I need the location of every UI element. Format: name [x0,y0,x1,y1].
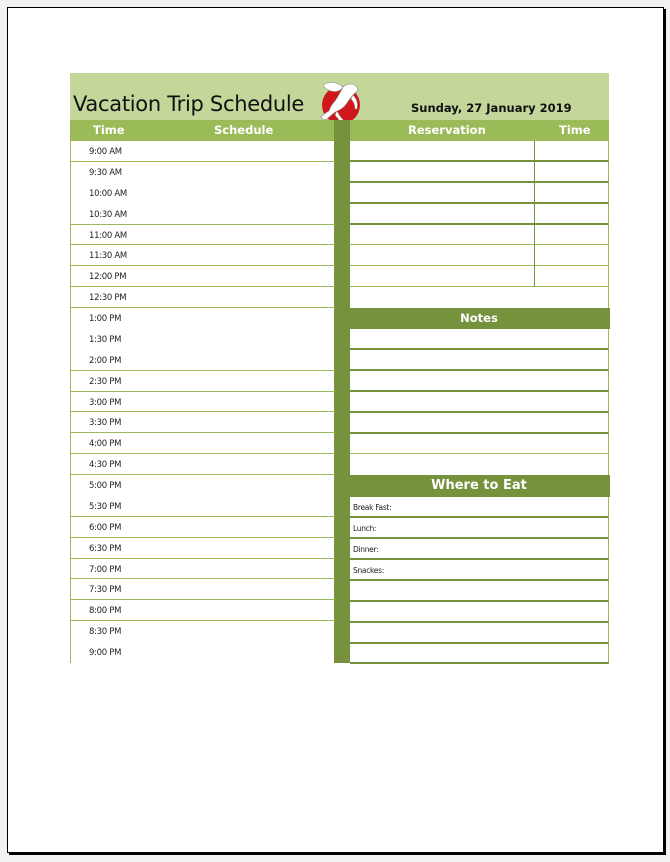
schedule-row[interactable] [71,475,335,496]
schedule-row[interactable] [71,496,335,517]
where-to-eat-section [350,497,609,664]
schedule-row[interactable] [71,642,335,663]
time-label: 6:30 PM [89,543,122,554]
where-to-eat-header: Where to Eat [348,475,610,497]
schedule-row[interactable] [71,308,335,329]
meal-row[interactable] [350,623,609,644]
notes-blank-row[interactable] [350,454,609,475]
reservation-table [350,141,609,308]
page [7,7,664,853]
schedule-row[interactable] [71,559,335,580]
schedule-row[interactable] [71,183,335,204]
meal-row-lunch[interactable] [350,518,609,539]
time-label: 8:30 PM [89,627,122,638]
meal-row-snacks[interactable] [350,560,609,581]
schedule-row[interactable] [71,412,335,433]
time-label: 1:00 PM [89,314,122,324]
schedule-header [70,120,334,141]
time-label: 9:30 AM [89,167,122,178]
schedule-row[interactable] [71,204,335,225]
meal-row[interactable] [350,602,609,623]
time-label: 2:00 PM [89,355,122,366]
time-label: 8:00 PM [89,606,122,617]
reservation-time-cell[interactable] [534,266,535,288]
schedule-row[interactable] [71,225,335,246]
time-label: 9:00 AM [89,147,122,157]
time-label: 12:00 PM [89,272,127,283]
time-label: 7:30 PM [89,585,122,596]
column-divider [334,120,350,663]
time-label: 5:00 PM [89,481,122,491]
meal-row[interactable] [350,644,609,665]
reservation-header [350,120,609,141]
schedule-row[interactable] [71,245,335,266]
time-label: 5:30 PM [89,501,122,512]
time-label: 6:00 PM [89,522,122,533]
schedule-row[interactable] [71,329,335,350]
reservation-row[interactable] [350,204,609,225]
reservation-time-cell[interactable] [534,183,535,204]
meal-label: Break Fast: [353,503,392,513]
schedule-row[interactable] [71,517,335,538]
schedule-row[interactable] [71,392,335,413]
meal-row-breakfast[interactable] [350,497,609,518]
time-column-header: Time [93,123,125,137]
schedule-column-header: Schedule [214,123,274,137]
reservation-time-column-header: Time [559,123,591,137]
meal-label: Lunch: [353,524,377,534]
reservation-time-cell[interactable] [534,245,535,267]
schedule-row[interactable] [71,433,335,454]
time-label: 11:30 AM [89,251,127,262]
schedule-rows [70,141,335,663]
schedule-row[interactable] [71,579,335,600]
page-title: Vacation Trip Schedule [73,92,305,116]
reservation-row[interactable] [350,266,609,287]
notes-row[interactable] [350,434,609,455]
notes-header: Notes [348,308,610,329]
reservation-row[interactable] [350,245,609,266]
schedule-row[interactable] [71,600,335,621]
notes-section [350,329,609,475]
notes-row[interactable] [350,329,609,350]
time-label: 2:30 PM [89,376,122,387]
reservation-row[interactable] [350,162,609,183]
time-label: 3:30 PM [89,418,122,429]
reservation-row[interactable] [350,225,609,246]
schedule-row[interactable] [71,621,335,642]
time-label: 10:00 AM [89,188,127,199]
time-label: 10:30 AM [89,209,127,220]
reservation-blank-row[interactable] [350,287,609,308]
meal-label: Dinner: [353,545,379,555]
notes-row[interactable] [350,413,609,434]
schedule-row[interactable] [71,162,335,183]
reservation-time-cell[interactable] [534,162,535,183]
notes-row[interactable] [350,371,609,392]
schedule-row[interactable] [71,287,335,308]
time-label: 1:30 PM [89,334,122,345]
schedule-row[interactable] [71,371,335,392]
right-panel [350,141,609,664]
time-label: 12:30 PM [89,293,127,304]
schedule-date: Sunday, 27 January 2019 [411,101,572,115]
reservation-row[interactable] [350,141,609,162]
time-label: 4:00 PM [89,439,122,450]
time-label: 7:00 PM [89,564,122,575]
time-label: 4:30 PM [89,460,122,471]
schedule-row[interactable] [71,538,335,559]
schedule-row[interactable] [71,454,335,475]
meal-row-dinner[interactable] [350,539,609,560]
meal-row[interactable] [350,581,609,602]
reservation-time-cell[interactable] [534,225,535,247]
schedule-row[interactable] [71,350,335,371]
reservation-time-cell[interactable] [534,204,535,225]
time-label: 3:00 PM [89,397,122,408]
meal-label: Snackes: [353,566,384,576]
time-label: 9:00 PM [89,648,122,658]
reservation-column-header: Reservation [408,123,486,137]
reservation-time-cell[interactable] [534,141,535,162]
schedule-row[interactable] [71,141,335,162]
notes-row[interactable] [350,350,609,371]
notes-row[interactable] [350,392,609,413]
reservation-row[interactable] [350,183,609,204]
time-label: 11:00 AM [89,230,127,241]
schedule-row[interactable] [71,266,335,287]
